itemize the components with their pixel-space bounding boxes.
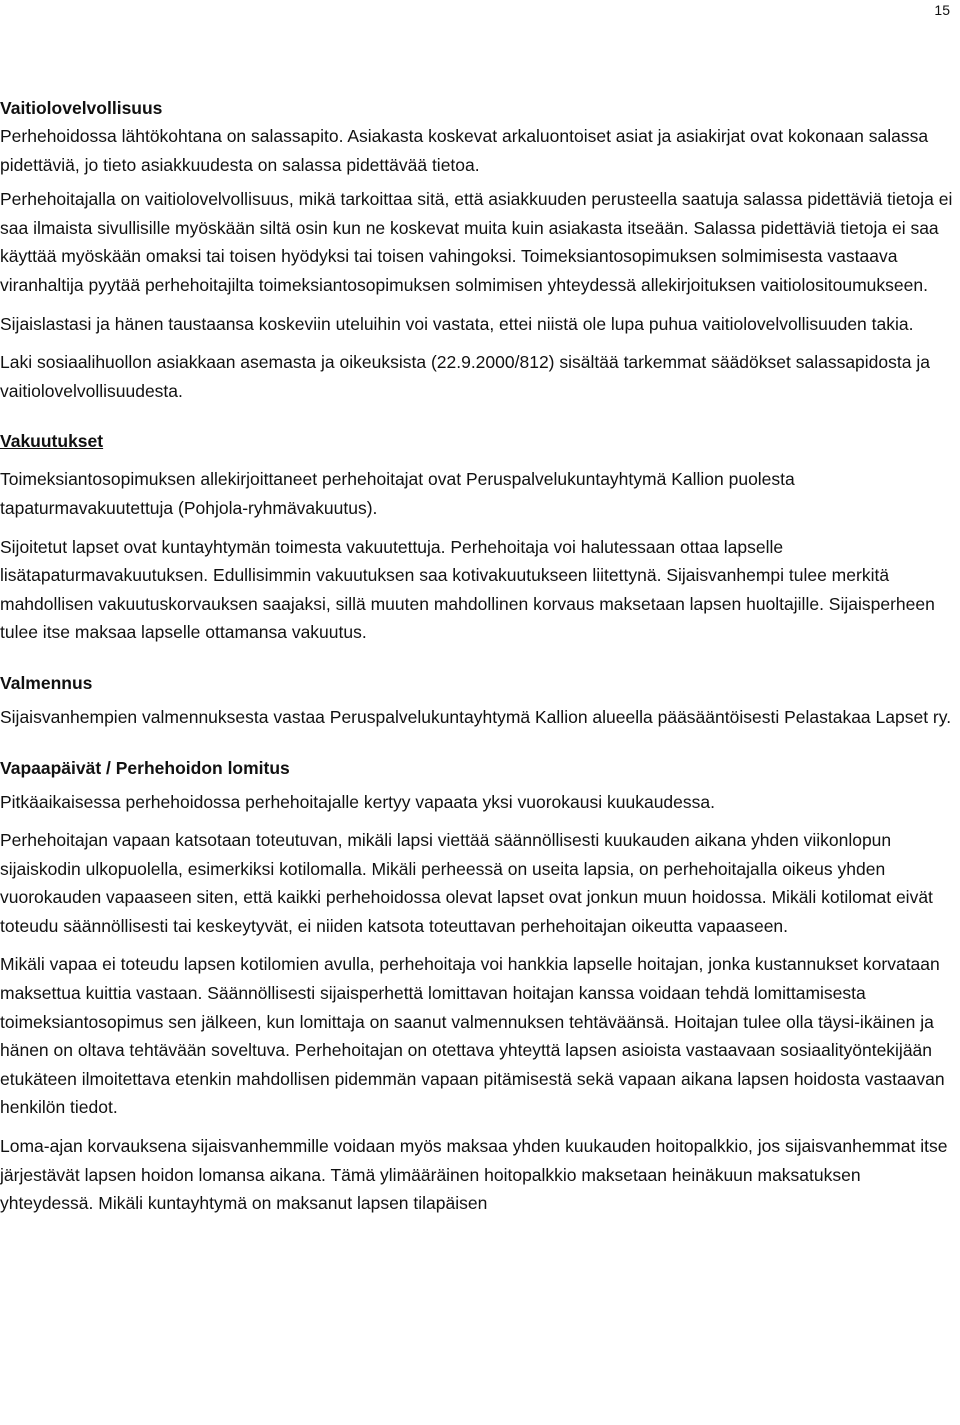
paragraph: Perhehoidossa lähtökohtana on salassapito. Asiakasta koskevat arkaluontoiset asiat ja asiakirjat ovat kokonaan salassa pidettäviä, jo tieto asiakkuudesta on salassa pidettävää tietoa. [0,126,929,175]
paragraph: Toimeksiantosopimuksen allekirjoittaneet perhehoitajat ovat Peruspalvelukuntayhtymä Kallion puolesta tapaturmavakuutettuja (Pohjola-ryhmävakuutus). [0,469,795,518]
paragraph: Pitkäaikaisessa perhehoidossa perhehoitajalle kertyy vapaata yksi vuorokausi kuukaudessa. [0,791,715,812]
section-heading-vakuutukset: Vakuutukset [0,431,104,452]
page-number: 15 [934,2,950,18]
paragraph: Sijaisvanhempien valmennuksesta vastaa Peruspalvelukuntayhtymä Kallion alueella pääsääntöisesti Pelastakaa Lapset ry. [0,706,952,727]
paragraph: Sijaislastasi ja hänen taustaansa koskeviin uteluihin voi vastata, ettei niistä ole lupa puhua vaitiolovelvollisuuden takia. [0,313,914,334]
paragraph: Perhehoitajalla on vaitiolovelvollisuus, mikä tarkoittaa sitä, että asiakkuuden perusteella saatuja salassa pidettäviä tietoja ei saa ilmaista sivullisille myöskään siltä osin kun ne koskevat muita kuin asiakasta itseään. Salassa pidettäviä tietoja ei saa käyttää myöskään omaksi tai toisen hyödyksi tai toisen vahingoksi. Toimeksiantosopimuksen solmimisesta vastaava viranhaltija pyytää perhehoitajilta toimeksiantosopimuksen solmimisen yhteydessä allekirjoituksen vaitiolositoumukseen. [0,189,953,295]
section-heading-valmennus: Valmennus [0,672,93,693]
paragraph: Mikäli vapaa ei toteudu lapsen kotilomien avulla, perhehoitaja voi hankkia lapselle hoitajan, jonka kustannukset korvataan maksettua kuittia vastaan. Säännöllisesti sijaisperhettä lomittavan hoitajan kanssa voidaan tehdä lomittamisesta toimeksiantosopimus sen jälkeen, kun lomittaja on saanut valmennuksen tehtäväänsä. Hoitajan tulee olla täysi-ikäinen ja hänen on oltava tehtävään soveltuva. Perhehoitajan on otettava yhteyttä lapsen asioista vastaavaan sosiaalityöntekijään etukäteen ilmoitettava etenkin mahdollisen pidemmän vapaan pitämisestä sekä vapaan aikana lapsen hoidosta vastaavan henkilön tiedot. [0,954,945,1118]
section-heading-vaitiolovelvollisuus: Vaitiolovelvollisuus [0,98,163,118]
paragraph: Perhehoitajan vapaan katsotaan toteutuvan, mikäli lapsi viettää säännöllisesti kuukauden aikana yhden viikonlopun sijaiskodin ulkopuolella, esimerkiksi kotilomalla. Mikäli perheessä on useita lapsia, on perhehoitajalla oikeus yhden vuorokauden vapaaseen siten, että kaikki perhehoidossa olevat lapset ovat jonkun muun hoidossa. Mikäli kotilomat eivät toteudu säännöllisesti tai keskeytyvät, ei niiden katsota toteuttavan perhehoitajan oikeutta vapaaseen. [0,830,933,936]
section-heading-vapaapaivat: Vapaapäivät / Perhehoidon lomitus [0,757,290,778]
paragraph: Laki sosiaalihuollon asiakkaan asemasta ja oikeuksista (22.9.2000/812) sisältää tarkemmat säädökset salassapidosta ja vaitiolovelvollisuudesta. [0,352,930,401]
document-body [0,94,958,1218]
paragraph: Sijoitetut lapset ovat kuntayhtymän toimesta vakuutettuja. Perhehoitaja voi halutessaan ottaa lapselle lisätapaturmavakuutuksen. Edullisimmin vakuutuksen saa kotivakuutukseen liitettynä. Sijaisvanhempi tulee merkitä mahdollisen vakuutuskorvauksen saajaksi, sillä muuten mahdollinen korvaus maksetaan lapsen huoltajille. Sijaisperheen tulee itse maksaa lapselle ottamansa vakuutus. [0,536,935,643]
paragraph: Loma-ajan korvauksena sijaisvanhemmille voidaan myös maksaa yhden kuukauden hoitopalkkio, jos sijaisvanhemmat itse järjestävät lapsen hoidon lomansa aikana. Tämä ylimääräinen hoitopalkkio maksetaan heinäkuun maksatuksen yhteydessä. Mikäli kuntayhtymä on maksanut lapsen tilapäisen [0,1136,948,1214]
